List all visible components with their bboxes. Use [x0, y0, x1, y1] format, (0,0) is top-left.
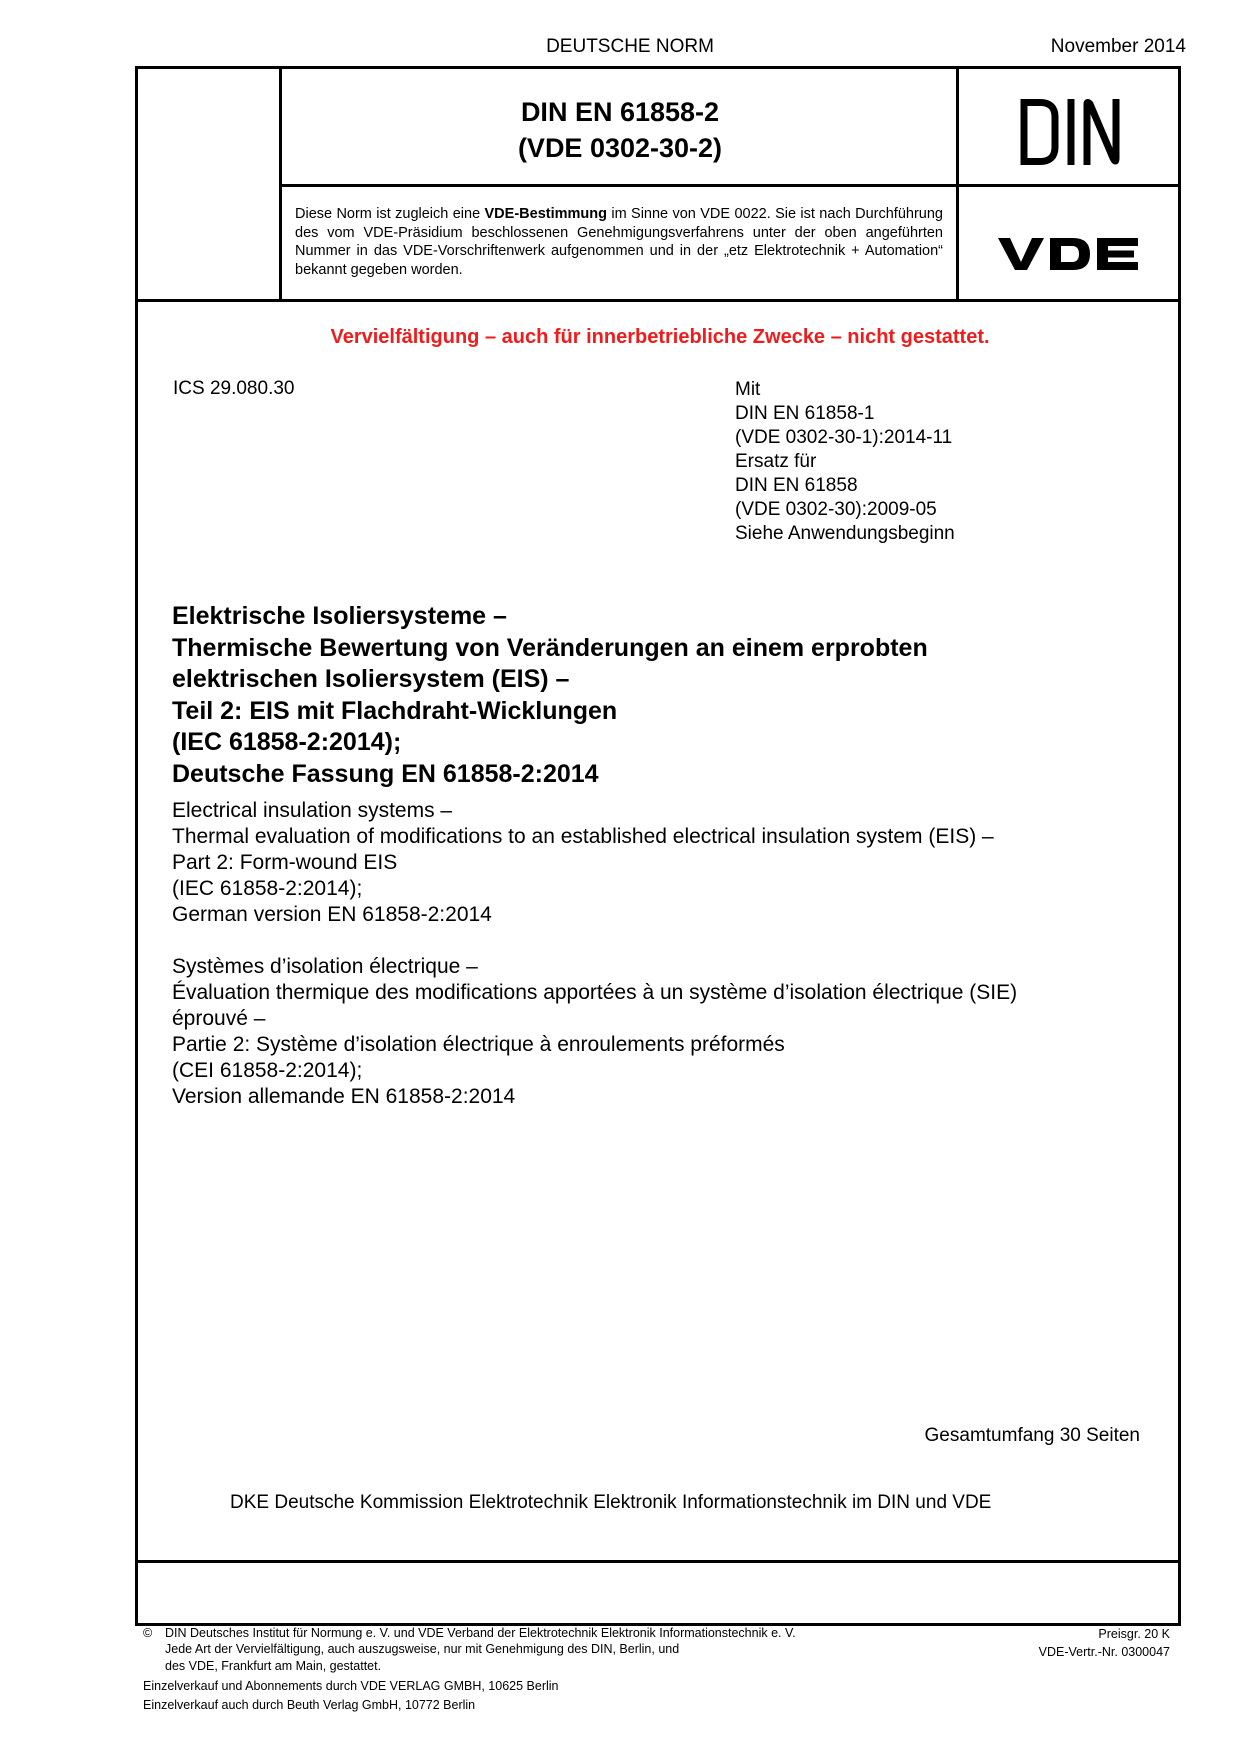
- norm-type-label: DEUTSCHE NORM: [546, 36, 714, 57]
- title-english-line: Thermal evaluation of modifications to an established electrical insulation system (EIS) –: [172, 825, 994, 849]
- title-german-line: Elektrische Isoliersysteme –: [172, 602, 507, 630]
- title-english-line: (IEC 61858-2:2014);: [172, 877, 363, 901]
- divider-header-bottom: [135, 299, 1181, 302]
- copyright-symbol: ©: [143, 1626, 153, 1640]
- replacement-line: Siehe Anwendungsbeginn: [735, 522, 955, 544]
- vde-notice-text-1: Diese Norm ist zugleich eine: [295, 206, 485, 222]
- title-english-line: Part 2: Form-wound EIS: [172, 851, 398, 875]
- replacement-line: (VDE 0302-30):2009-05: [735, 498, 937, 520]
- title-french-line: Partie 2: Système d’isolation électrique à enroulements préformés: [172, 1033, 785, 1057]
- copyright-line: Jede Art der Vervielfältigung, auch auszugsweise, nur mit Genehmigung des DIN, Berlin, und: [165, 1642, 680, 1657]
- title-german-line: Deutsche Fassung EN 61858-2:2014: [172, 759, 599, 788]
- replacement-info: [735, 378, 955, 546]
- copyright-line: DIN Deutsches Institut für Normung e. V. und VDE Verband der Elektrotechnik Elektronik Informationstechnik e. V.: [165, 1626, 796, 1640]
- divider-footer-box: [135, 1560, 1181, 1563]
- vde-notice-text-2: im Sinne von VDE 0022. Sie ist nach Durchführung des vom VDE-Präsidium beschlossenen Genehmigungsverfahrens unter der oben angeführten Nummer in das VDE-Vorschriftenwerk aufgenommen und in der „etz Elektrotechnik + Automation“ bekannt gegeben worden.: [295, 206, 943, 278]
- title-english-line: Electrical insulation systems –: [172, 799, 453, 822]
- title-french-line: éprouvé –: [172, 1007, 266, 1031]
- din-logo: [1018, 96, 1122, 168]
- title-german: [172, 601, 928, 790]
- vde-notice: [295, 205, 943, 279]
- divider-header-middle: [279, 184, 1181, 187]
- title-german-line: Teil 2: EIS mit Flachdraht-Wicklungen: [172, 696, 618, 725]
- vde-notice-bold: VDE-Bestimmung: [484, 206, 607, 222]
- replacement-line: Ersatz für: [735, 450, 817, 472]
- sales-line: Einzelverkauf und Abonnements durch VDE VERLAG GMBH, 10625 Berlin: [143, 1679, 559, 1693]
- replacement-line: Mit: [735, 379, 761, 400]
- standard-number-din: DIN EN 61858-2: [520, 97, 720, 127]
- title-english-line: German version EN 61858-2:2014: [172, 903, 492, 927]
- title-french-line: Version allemande EN 61858-2:2014: [172, 1085, 516, 1109]
- title-english: [172, 798, 994, 928]
- reproduction-warning: Vervielfältigung – auch für innerbetriebliche Zwecke – nicht gestattet.: [330, 326, 990, 348]
- replacement-line: DIN EN 61858-1: [735, 402, 875, 424]
- ics-code: ICS 29.080.30: [173, 378, 295, 399]
- total-pages: Gesamtumfang 30 Seiten: [924, 1425, 1140, 1446]
- vde-logo: [998, 236, 1140, 272]
- replacement-line: (VDE 0302-30-1):2014-11: [735, 426, 953, 448]
- price-group: Preisgr. 20 K: [1098, 1627, 1170, 1641]
- standard-number: [285, 94, 955, 167]
- vde-distribution-number: VDE-Vertr.-Nr. 0300047: [1038, 1645, 1170, 1660]
- issue-date: November 2014: [1050, 36, 1186, 57]
- sales-info: [143, 1677, 559, 1716]
- title-german-line: Thermische Bewertung von Veränderungen an einem erprobten: [172, 633, 928, 662]
- title-french: [172, 954, 1017, 1110]
- title-french-line: (CEI 61858-2:2014);: [172, 1059, 363, 1083]
- standard-number-vde: (VDE 0302-30-2): [517, 133, 723, 164]
- title-french-line: Systèmes d’isolation électrique –: [172, 955, 478, 978]
- price-info: [1039, 1625, 1170, 1661]
- title-german-line: elektrischen Isoliersystem (EIS) –: [172, 665, 570, 693]
- copyright-line: des VDE, Frankfurt am Main, gestattet.: [165, 1658, 382, 1673]
- sales-line: Einzelverkauf auch durch Beuth Verlag GmbH, 10772 Berlin: [143, 1698, 476, 1713]
- copyright-notice: [165, 1625, 796, 1674]
- title-german-line: (IEC 61858-2:2014);: [172, 728, 402, 756]
- replacement-line: DIN EN 61858: [735, 474, 858, 496]
- committee-name: DKE Deutsche Kommission Elektrotechnik Elektronik Informationstechnik im DIN und VDE: [230, 1492, 992, 1513]
- title-french-line: Évaluation thermique des modifications apportées à un système d’isolation électrique (SIE): [172, 981, 1018, 1005]
